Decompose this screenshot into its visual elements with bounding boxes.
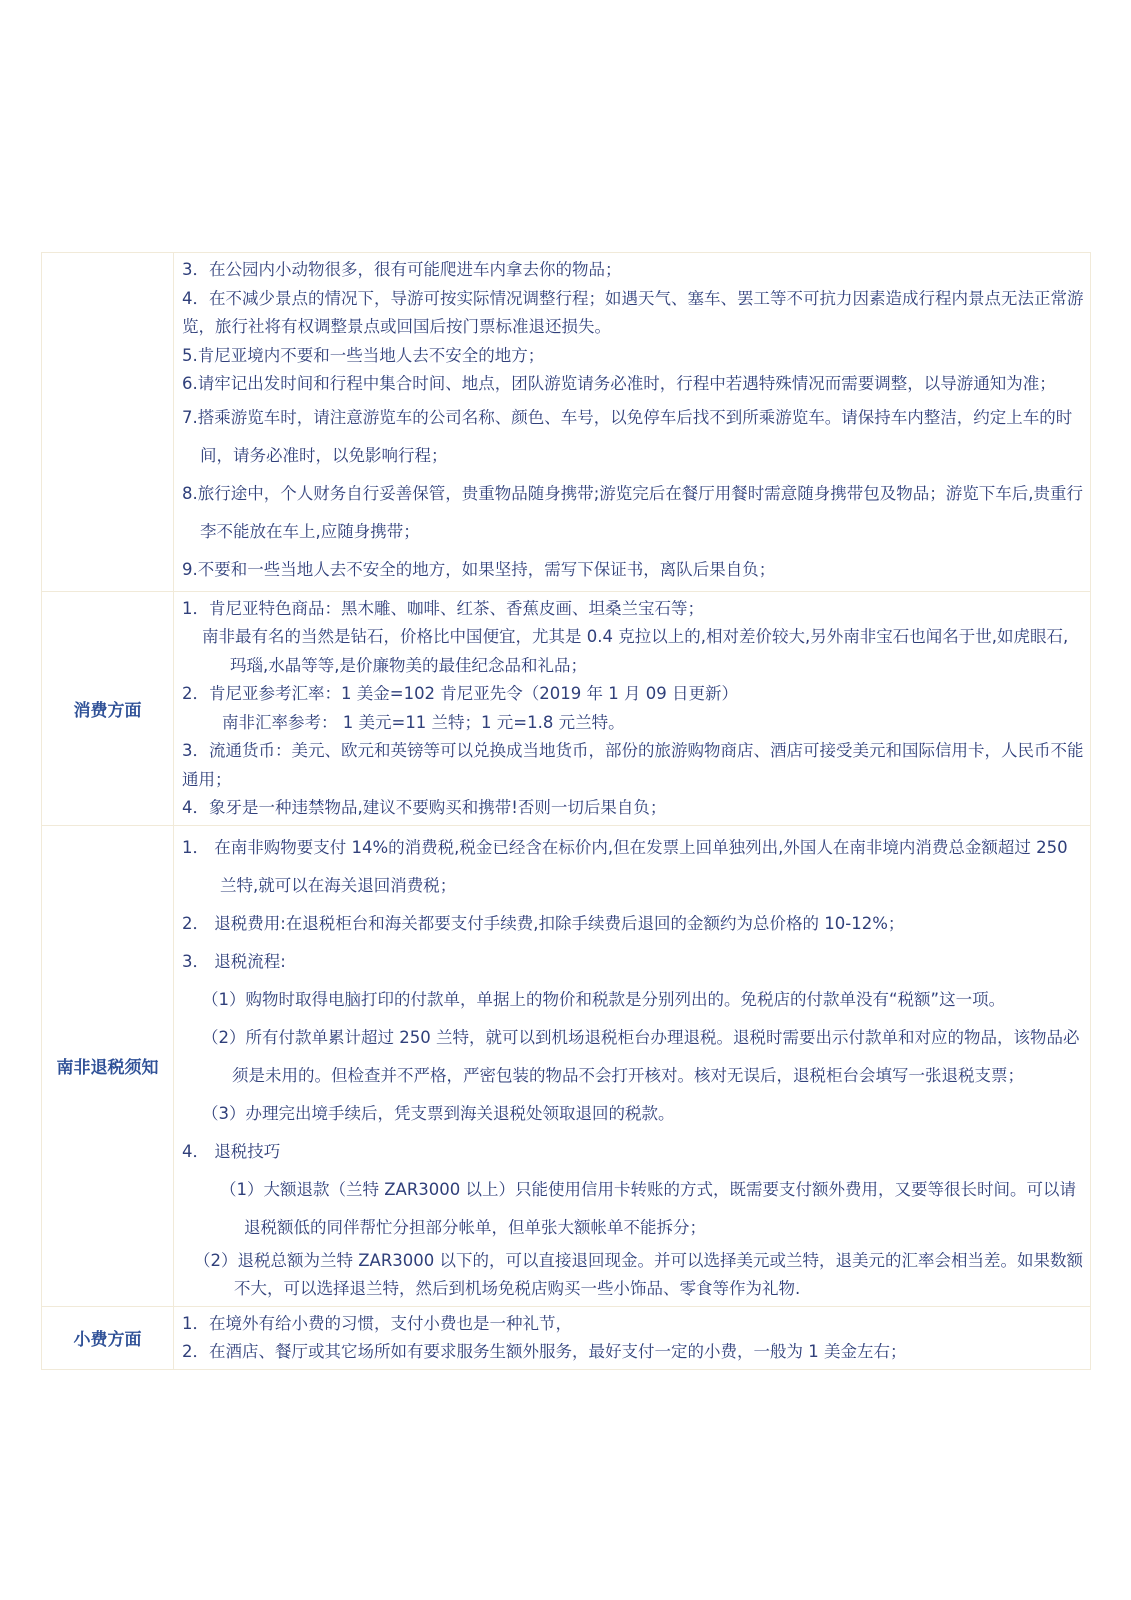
- row-label-tipping: 小费方面: [42, 1306, 174, 1369]
- note-line: 3．在公园内小动物很多，很有可能爬进车内拿去你的物品；: [182, 260, 622, 279]
- note-line: 1．在境外有给小费的习惯，支付小费也是一种礼节，: [182, 1313, 572, 1333]
- note-line: （2）所有付款单累计超过 250 兰特，就可以到机场退税柜台办理退税。退税时需要出示付款单和对应的物品，该物品必须是未用的。但检查并不严格，严密包装的物品不会打开核对。核对无误后，退税柜台会填写一张退税支票；: [202, 1027, 1080, 1085]
- note-line: 1．肯尼亚特色商品：黑木雕、咖啡、红茶、香蕉皮画、坦桑兰宝石等；: [182, 598, 704, 618]
- note-line: 2． 退税费用:在退税柜台和海关都要支付手续费,扣除手续费后退回的金额约为总价格的 10-12%；: [182, 913, 905, 933]
- note-line: 6.请牢记出发时间和行程中集合时间、地点，团队游览请务必准时，行程中若遇特殊情况而需要调整，以导游通知为准；: [182, 374, 1056, 393]
- row-label-shopping: 消费方面: [42, 591, 174, 825]
- note-line: 4．在不减少景点的情况下，导游可按实际情况调整行程；如遇天气、塞车、罢工等不可抗力因素造成行程内景点无法正常游览，旅行社将有权调整景点或回国后按门票标准退还损失。: [182, 288, 1084, 336]
- note-line: 南非汇率参考： 1 美元=11 兰特；1 元=1.8 元兰特。: [222, 712, 625, 732]
- note-line: 4．象牙是一种违禁物品,建议不要购买和携带!否则一切后果自负；: [182, 798, 667, 817]
- table-row-tipping: [42, 1306, 1091, 1369]
- note-line: 9.不要和一些当地人去不安全的地方，如果坚持，需写下保证书，离队后果自负；: [182, 559, 776, 579]
- note-line: （3）办理完出境手续后，凭支票到海关退税处领取退回的税款。: [202, 1103, 675, 1123]
- general-notes-content: [174, 253, 1091, 592]
- note-line: 3．流通货币：美元、欧元和英镑等可以兑换成当地货币，部份的旅游购物商店、酒店可接受美元和国际信用卡，人民币不能通用；: [182, 741, 1084, 789]
- travel-notes-table: [41, 252, 1091, 1370]
- note-line: 2．肯尼亚参考汇率：1 美金=102 肯尼亚先令（2019 年 1 月 09 日更新）: [182, 684, 739, 703]
- table-row-tax-refund: [42, 825, 1091, 1306]
- table-row-shopping: [42, 591, 1091, 825]
- note-line: （2）退税总额为兰特 ZAR3000 以下的，可以直接退回现金。并可以选择美元或兰特，退美元的汇率会相当差。如果数额不大，可以选择退兰特，然后到机场免税店购买一些小饰品、零食等作为礼物.: [194, 1250, 1084, 1298]
- note-line: 1． 在南非购物要支付 14%的消费税,税金已经含在标价内,但在发票上回单独列出,外国人在南非境内消费总金额超过 250 兰特,就可以在海关退回消费税；: [182, 837, 1068, 895]
- note-line: 南非最有名的当然是钻石，价格比中国便宜，尤其是 0.4 克拉以上的,相对差价较大,另外南非宝石也闻名于世,如虎眼石,玛瑙,水晶等等,是价廉物美的最佳纪念品和礼品；: [202, 627, 1069, 675]
- note-line: 2．在酒店、餐厅或其它场所如有要求服务生额外服务，最好支付一定的小费，一般为 1 美金左右；: [182, 1342, 907, 1361]
- note-line: 5.肯尼亚境内不要和一些当地人去不安全的地方；: [182, 345, 545, 365]
- row-label-empty: [42, 253, 174, 592]
- note-line: 3． 退税流程:: [182, 951, 286, 971]
- table-row-general-notes: [42, 253, 1091, 592]
- tax-refund-content: [174, 825, 1091, 1306]
- note-line: （1）购物时取得电脑打印的付款单，单据上的物价和税款是分别列出的。免税店的付款单没有“税额”这一项。: [202, 989, 1006, 1009]
- shopping-content: [174, 591, 1091, 825]
- note-line: 4． 退税技巧: [182, 1141, 281, 1161]
- note-line: 8.旅行途中，个人财务自行妥善保管，贵重物品随身携带;游览完后在餐厅用餐时需意随身携带包及物品；游览下车后,贵重行李不能放在车上,应随身携带；: [182, 483, 1084, 541]
- note-line: （1）大额退款（兰特 ZAR3000 以上）只能使用信用卡转账的方式，既需要支付额外费用，又要等很长时间。可以请退税额低的同伴帮忙分担部分帐单，但单张大额帐单不能拆分；: [220, 1179, 1077, 1237]
- row-label-tax-refund: 南非退税须知: [42, 825, 174, 1306]
- note-line: 7.搭乘游览车时，请注意游览车的公司名称、颜色、车号，以免停车后找不到所乘游览车。请保持车内整洁，约定上车的时间，请务必准时，以免影响行程；: [182, 407, 1073, 465]
- tipping-content: [174, 1306, 1091, 1369]
